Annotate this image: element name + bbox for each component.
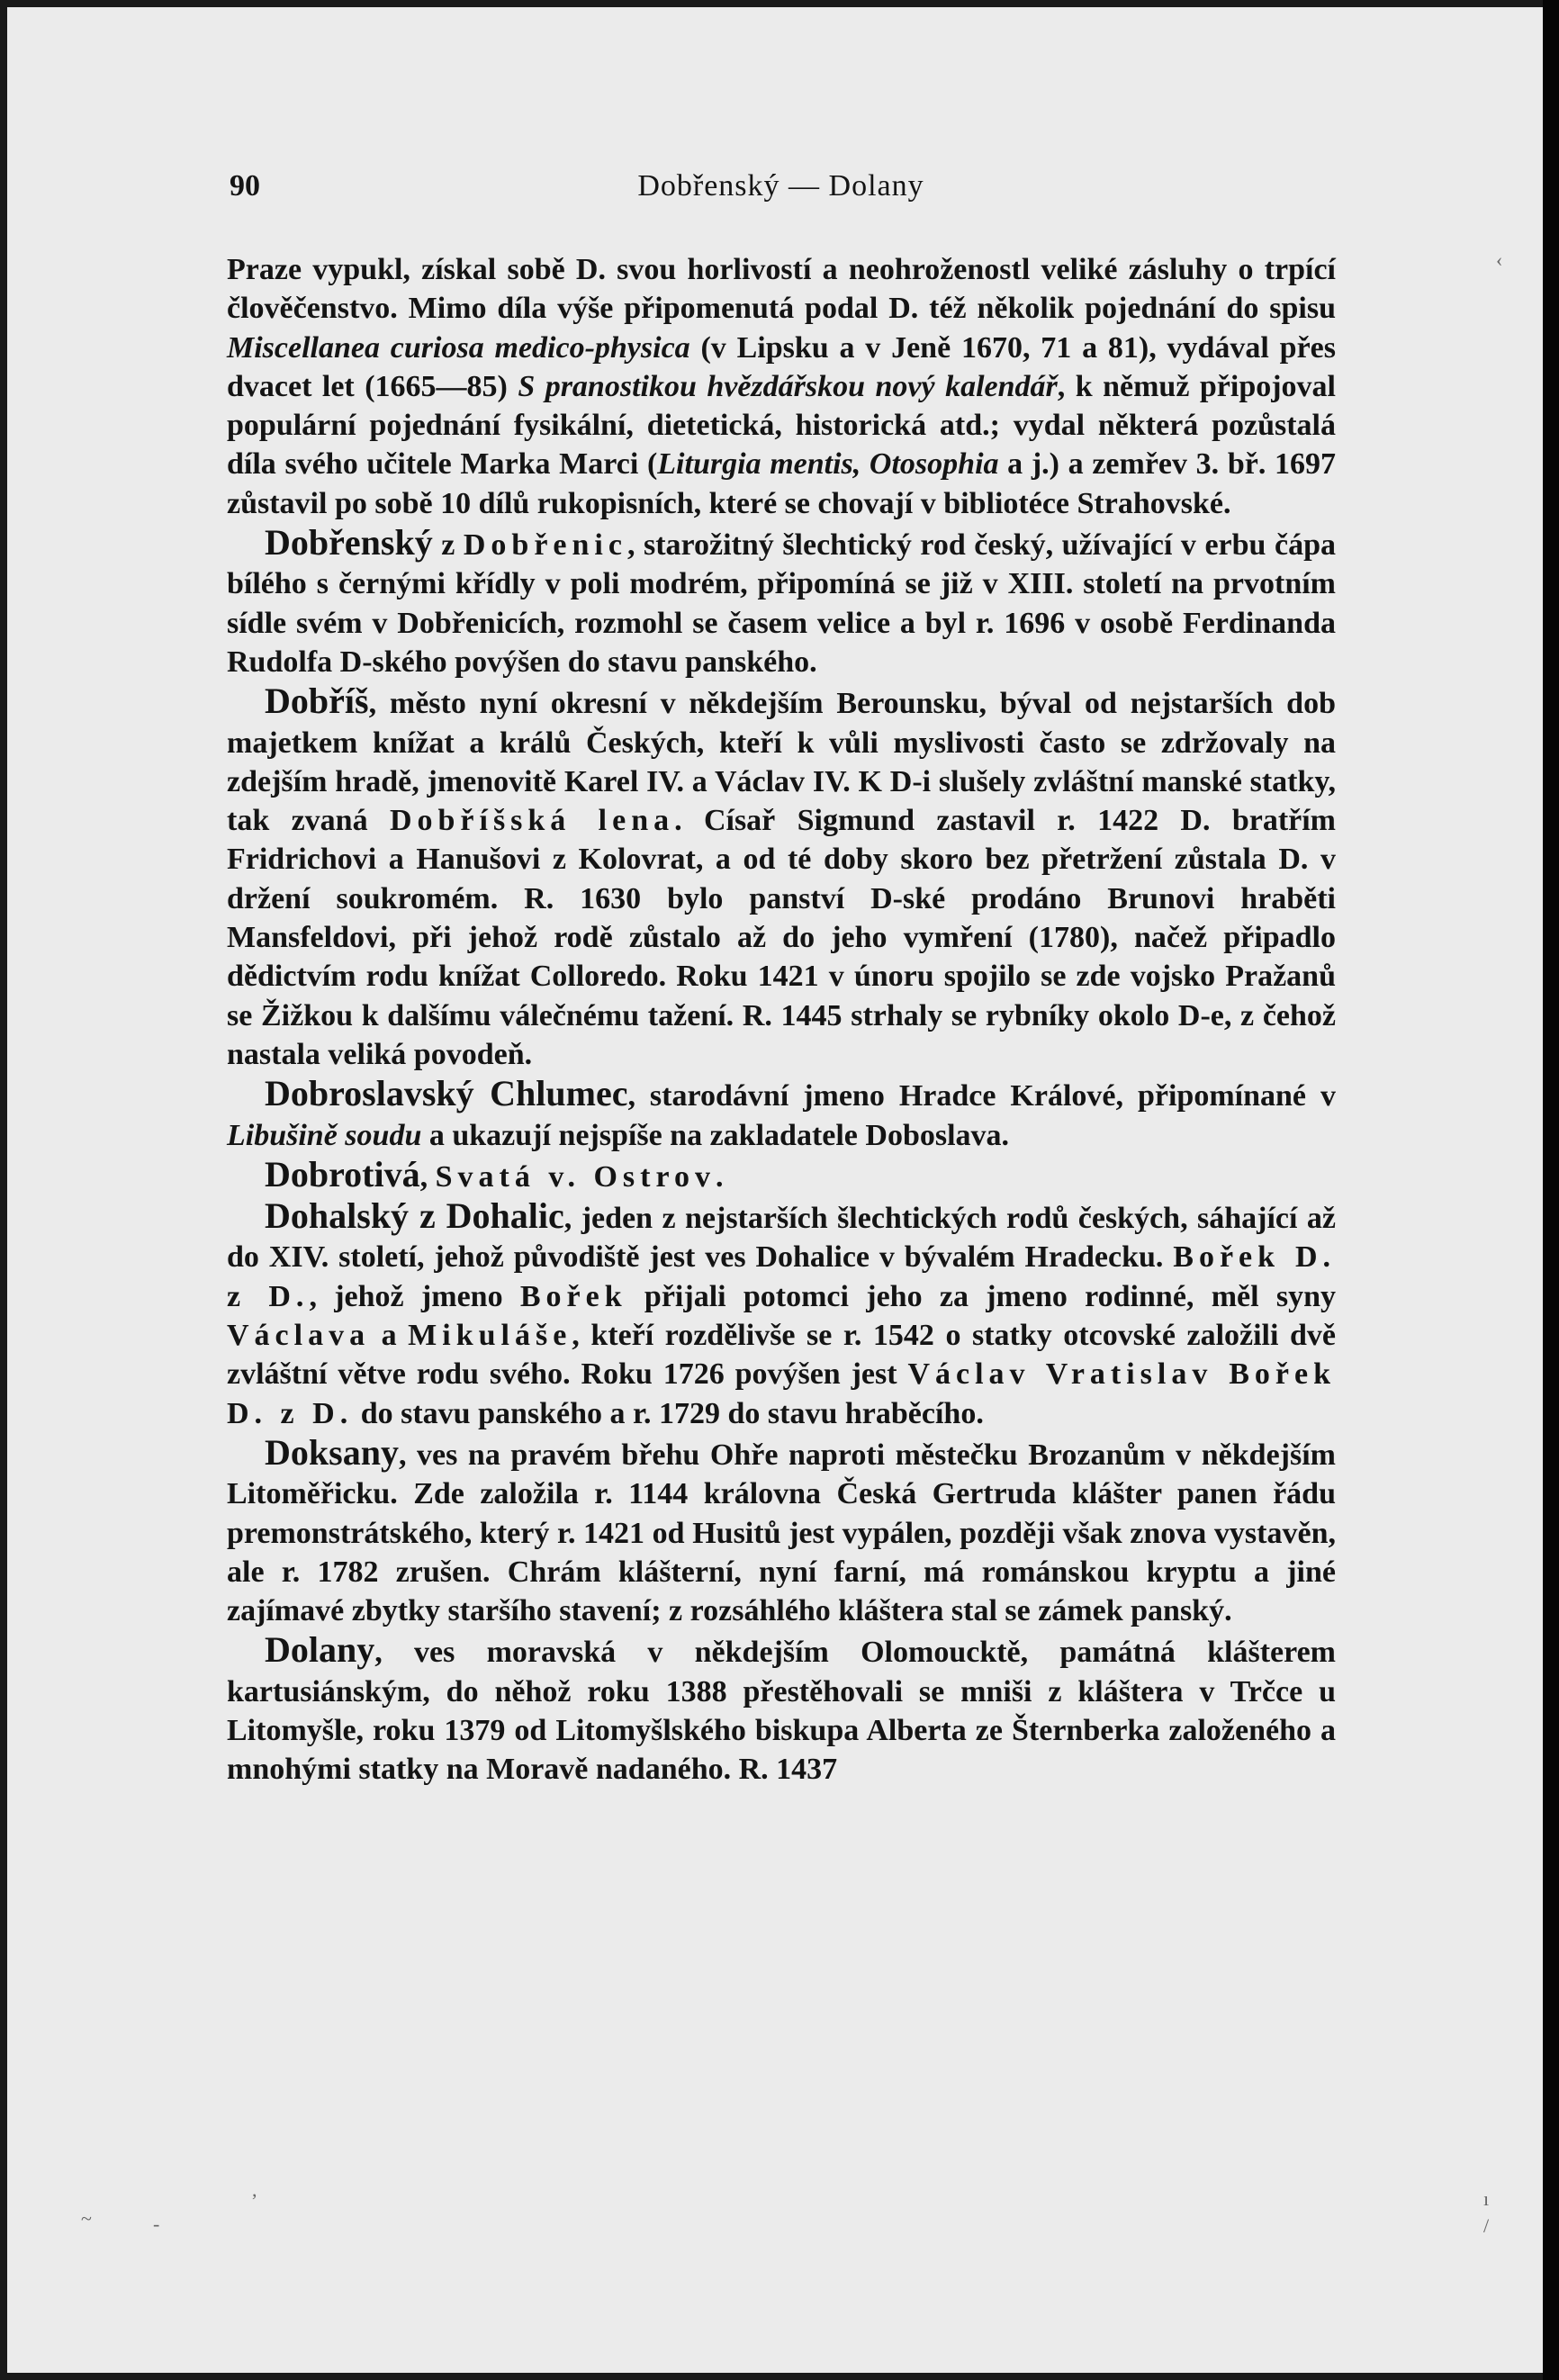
text-run: a <box>370 1319 409 1353</box>
headword: Dobrotivá <box>265 1153 420 1195</box>
text-run: , jehož jmeno <box>309 1279 520 1313</box>
running-head: Dobřenský — Dolany <box>637 169 924 203</box>
entry-dobroslavsky-chlumec <box>227 1074 1336 1155</box>
margin-mark: , <box>252 2178 257 2201</box>
entry-continuation <box>227 250 1336 523</box>
margin-mark: - <box>153 2213 160 2235</box>
headword: Dobříš <box>265 681 369 722</box>
headword: Dohalský z Dohalic <box>265 1195 564 1237</box>
text-run: , k němuž připojoval populární pojednání fysikální, dietetická, historická atd.; vydal některá pozůstalá díla svého učitele Marka Marci ( <box>227 369 1337 482</box>
spaced-name: Václava <box>227 1319 371 1353</box>
margin-mark: ı <box>1483 2187 1490 2210</box>
italic-title: S pranostikou hvězdářskou nový kalendář <box>518 369 1058 403</box>
italic-title: Liturgia mentis, Otosophia <box>657 447 999 482</box>
text-run: , město nyní okresní v někdejším Berounsku, býval od nejstarších dob majetkem knížat a králů Českých, kteří k vůli myslivosti často se zdržovaly na zdejším hradě, jmenovitě Karel IV. a Václav IV. K D-i slušely zvláštní manské statky, tak zvaná <box>227 687 1336 838</box>
margin-mark: ~ <box>81 2207 92 2230</box>
text-run: a ukazují nejspíše na zakladatele Doboslava. <box>421 1118 1010 1152</box>
margin-mark: ‹ <box>1496 248 1503 271</box>
headword: Dobřenský <box>265 522 433 563</box>
spaced-name: Bořek <box>519 1279 627 1313</box>
text-run: , kteří rozdělivše se r. 1542 o statky otcovské založili dvě zvláštní větve rodu svého. Roku 1726 povýšen jest <box>227 1319 1336 1392</box>
entry-dohalsky <box>227 1196 1336 1433</box>
entry-dobrensky <box>227 523 1336 681</box>
text-run: , <box>419 1159 436 1194</box>
text-run: , ves moravská v někdejším Olomoucktě, památná klášterem kartusiánským, do něhož roku 1388 přestěhovali se mniši z kláštera v Trčce u Litomyšle, roku 1379 od Litomyšlského biskupa Alberta ze Šternberka založeného a mnohými statky na Moravě nadaného. R. 1437 <box>227 1636 1336 1787</box>
text-run: , jeden z nejstarších šlechtických rodů českých, sáhající až do XIV. století, jehož původiště jest ves Dohalice v bývalém Hradecku. <box>227 1202 1336 1275</box>
headword: Doksany <box>265 1431 399 1473</box>
headword: Dolany <box>265 1629 375 1671</box>
spaced-name: Mikuláše <box>408 1319 572 1353</box>
italic-title: Miscellanea curiosa medico-physica <box>227 330 690 365</box>
text-run: (v Lipsku a v Jeně 1670, 71 a 81), vydával přes dvacet let (1665—85) <box>227 330 1336 403</box>
text-run: . <box>715 1159 724 1194</box>
text-run: přijali potomci jeho za jmeno rodinné, měl syny <box>626 1279 1336 1313</box>
text-run: z <box>432 528 464 563</box>
entry-dolany <box>227 1630 1336 1789</box>
dictionary-text <box>227 250 1336 1790</box>
text-run: . Císař Sigmund zastavil r. 1422 D. bratřím Fridrichovi a Hanušovi z Kolovrat, a od té doby skoro bez přetržení zůstala D. v držení soukromém. R. 1630 bylo panství D-ské prodáno Brunovi hraběti Mansfeldovi, při jehož rodě zůstalo až do jeho vymření (1780), načež připadlo dědictvím rodu knížat Colloredo. Roku 1421 v únoru spojilo se zde vojsko Pražanů se Žižkou k dalšímu válečnému tažení. R. 1445 strhaly se rybníky okolo D-e, z čehož nastala veliká povodeň. <box>227 804 1336 1071</box>
text-run: , starodávní jmeno Hradce Králové, připomínané v <box>627 1079 1336 1113</box>
page-number: 90 <box>230 169 260 203</box>
scan-border <box>1543 0 1559 2380</box>
page-header <box>230 169 1332 212</box>
text-run: , starožitný šlechtický rod český, užívající v erbu čápa bílého s černými křídly v poli modrém, připomíná se již v XIII. století na prvotním sídle svém v Dobřenicích, rozmohl se časem velice a byl r. 1696 v osobě Ferdinanda Rudolfa D-ského povýšen do stavu panského. <box>227 528 1336 679</box>
entry-dobris <box>227 681 1336 1074</box>
spaced-name: Dobřenic <box>463 528 627 563</box>
text-run: Praze vypukl, získal sobě D. svou horlivostí a neohroženostl veliké zásluhy o trpící člověčenstvo. Mimo díla výše připomenutá podal D. též několik pojednání do spisu <box>227 253 1336 326</box>
headword: Dobroslavský Chlumec <box>265 1073 628 1114</box>
entry-dobrotiva <box>227 1155 1336 1196</box>
margin-mark: / <box>1483 2214 1490 2237</box>
text-run: , ves na pravém břehu Ohře naproti městečku Brozanům v někdejším Litoměřicku. Zde založila r. 1144 královna Česká Gertruda klášter panen řádu premonstrátského, který r. 1421 od Husitů jest vypálen, později však znova vystavěn, ale r. 1782 zrušen. Chrám klášterní, nyní farní, má románskou kryptu a jiné zajímavé zbytky staršího stavení; z rozsáhlého kláštera stal se zámek panský. <box>227 1438 1336 1628</box>
spaced-name: Václav Vratislav Bořek D. z D. <box>227 1357 1336 1430</box>
text-run: do stavu panského a r. 1729 do stavu hraběcího. <box>353 1396 984 1430</box>
text-run: a j.) a zemřev 3. bř. 1697 zůstavil po sobě 10 dílů rukopisních, které se chovají v bibliotéce Strahovské. <box>227 447 1336 520</box>
spaced-name: Svatá v. Ostrov <box>435 1159 716 1194</box>
italic-title: Libušině soudu <box>227 1118 422 1152</box>
spaced-name: Bořek D. z D. <box>227 1240 1336 1313</box>
entry-doksany <box>227 1433 1336 1630</box>
spaced-name: Dobříšská lena <box>389 804 675 838</box>
